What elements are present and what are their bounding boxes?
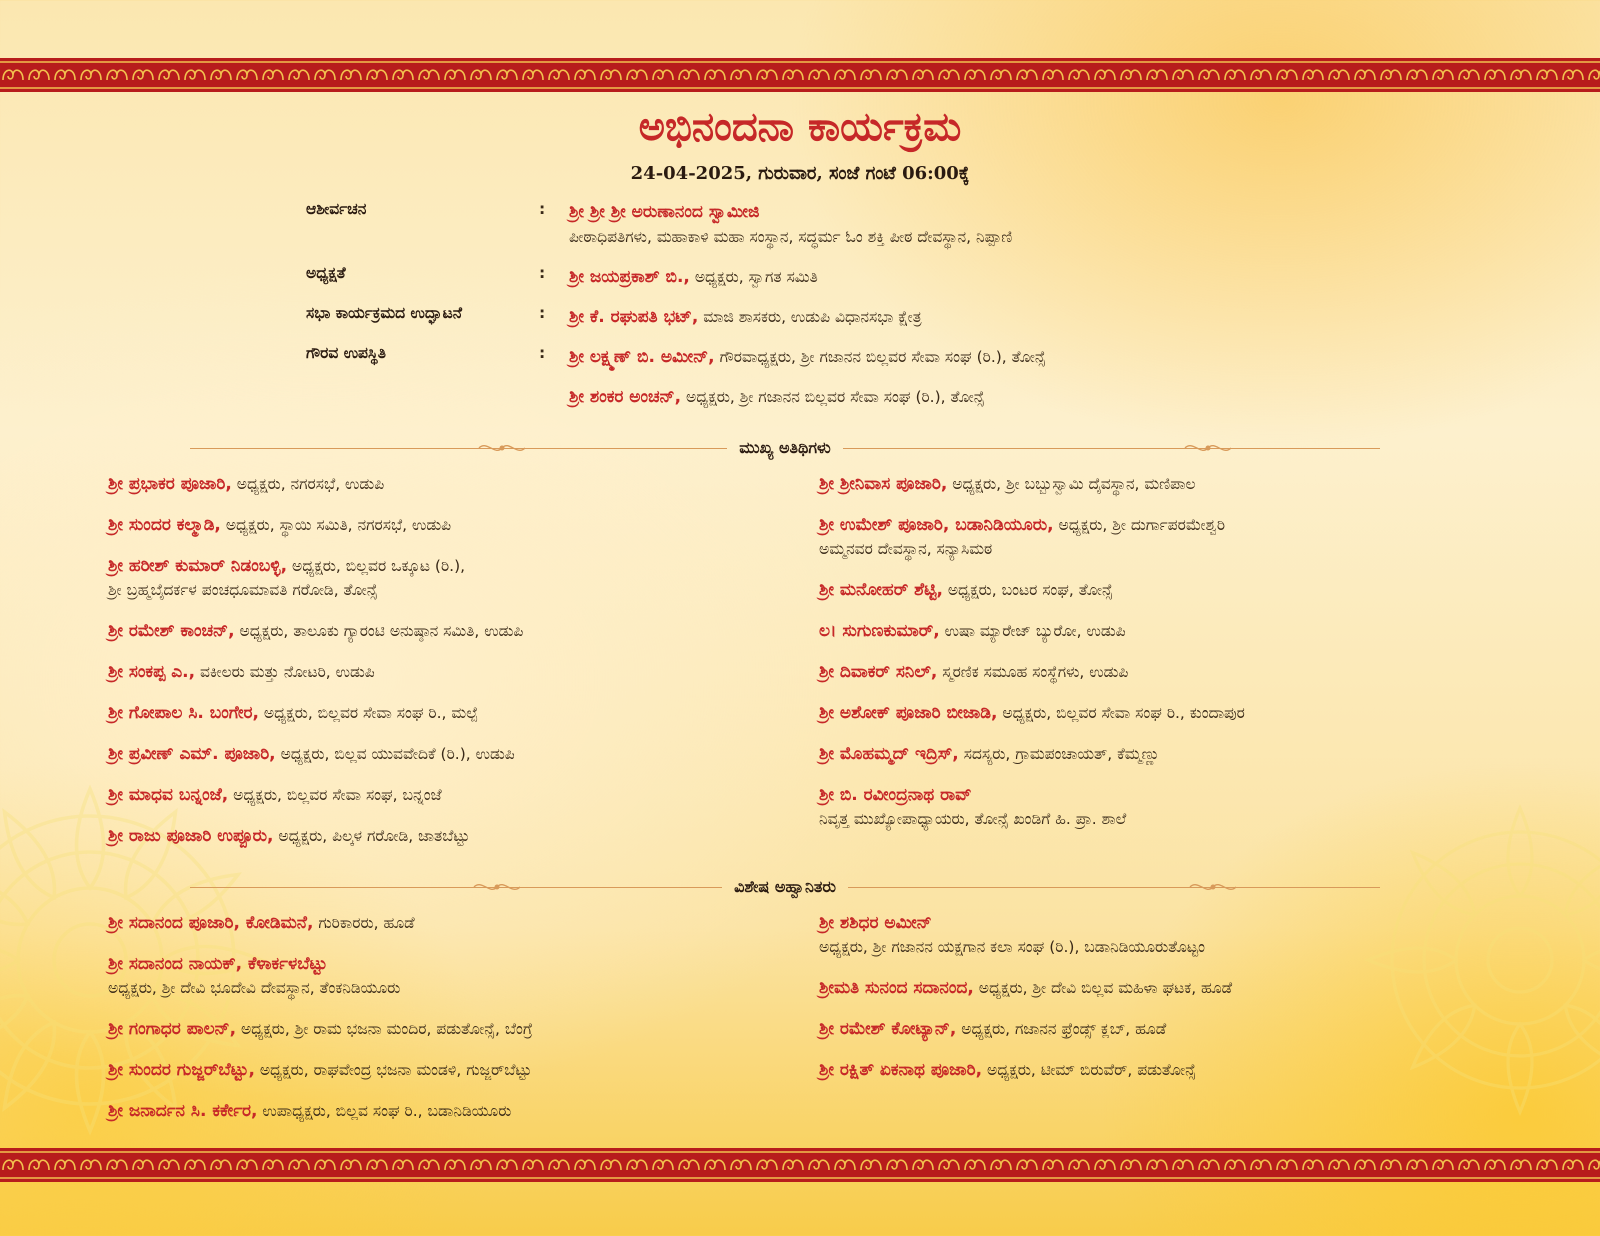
person-name: ಶ್ರೀ ಸುಂದರ ಕಲ್ಮಾಡಿ, bbox=[108, 515, 221, 535]
divider-line bbox=[190, 448, 727, 449]
person-desc: ಮಾಜಿ ಶಾಸಕರು, ಉಡುಪಿ ವಿಧಾನಸಭಾ ಕ್ಷೇತ್ರ bbox=[698, 308, 922, 326]
person-desc-line2: ನಿವೃತ್ತ ಮುಖ್ಯೋಪಾಧ್ಯಾಯರು, ತೋನ್ಸೆ ಖಂಡಿಗೆ ಹಿ. ಪ್ರಾ. ಶಾಲೆ bbox=[819, 810, 1127, 828]
person-name: ಶ್ರೀ ಸಂಕಪ್ಪ ಎ., bbox=[108, 662, 196, 682]
section-title: ಮುಖ್ಯ ಅತಿಥಿಗಳು bbox=[739, 438, 831, 457]
scroll-ornament-icon bbox=[1183, 440, 1233, 456]
person-desc: ಉಷಾ ಮ್ಯಾರೇಜ್ ಬ್ಯುರೋ, ಉಡುಪಿ bbox=[939, 622, 1126, 640]
person-name: ಶ್ರೀ ಸದಾನಂದ ಪೂಜಾರಿ, ಕೋಡಿಮನೆ, bbox=[108, 913, 314, 933]
event-date: 24-04-2025, ಗುರುವಾರ, ಸಂಜೆ ಗಂಟೆ 06:00ಕ್ಕೆ bbox=[630, 163, 970, 184]
person-desc: ಅಧ್ಯಕ್ಷರು, ಸ್ಥಾಯಿ ಸಮಿತಿ, ನಗರಸಭೆ, ಉಡುಪಿ bbox=[220, 516, 452, 534]
person-name: ಶ್ರೀ ಶ್ರೀನಿವಾಸ ಪೂಜಾರಿ, bbox=[819, 474, 948, 494]
person-desc-line2: ಅಧ್ಯಕ್ಷರು, ಶ್ರೀ ಗಜಾನನ ಯಕ್ಷಗಾನ ಕಲಾ ಸಂಘ (ರಿ.), ಬಡಾನಿಡಿಯೂರುತೊಟ್ಟಂ bbox=[819, 938, 1205, 956]
guest-entry bbox=[819, 660, 1539, 684]
guest-entry bbox=[819, 783, 1539, 831]
person-name: ಶ್ರೀ ಮನೋಹರ್ ಶೆಟ್ಟಿ, bbox=[819, 580, 943, 600]
program-list bbox=[306, 200, 1306, 424]
special-invitees-heading bbox=[190, 877, 1380, 897]
guest-entry bbox=[108, 619, 828, 643]
bottom-border-ornament bbox=[0, 1148, 1600, 1182]
program-row bbox=[306, 384, 1306, 410]
person-desc: ಅಧ್ಯಕ್ಷರು, ಶ್ರೀ ಬಬ್ಬುಸ್ವಾಮಿ ದೈವಸ್ಥಾನ, ಮಣಿಪಾಲ bbox=[947, 475, 1196, 493]
person-name: ಶ್ರೀಮತಿ ಸುನಂದ ಸದಾನಂದ, bbox=[819, 978, 974, 998]
person-desc: ಉಪಾಧ್ಯಕ್ಷರು, ಬಿಲ್ಲವ ಸಂಘ ರಿ., ಬಡಾನಿಡಿಯೂರು bbox=[257, 1102, 512, 1120]
invitee-entry bbox=[108, 1058, 828, 1082]
divider-line bbox=[843, 448, 1380, 449]
program-value bbox=[569, 304, 1306, 330]
person-desc: ಅಧ್ಯಕ್ಷರು, ಗಜಾನನ ಫ್ರೆಂಡ್ಸ್ ಕ್ಲಬ್, ಹೂಡೆ bbox=[956, 1020, 1167, 1038]
person-name: ಶ್ರೀ ಶ್ರೀ ಶ್ರೀ ಅರುಣಾನಂದ ಸ್ವಾಮೀಜಿ bbox=[569, 202, 760, 222]
section-title: ವಿಶೇಷ ಅಹ್ವಾನಿತರು bbox=[734, 877, 836, 896]
guest-entry bbox=[108, 701, 828, 725]
scroll-ornament-icon bbox=[1188, 879, 1238, 895]
invitee-entry bbox=[819, 1058, 1539, 1082]
person-name: ಶ್ರೀ ಮಾಧವ ಬನ್ನಂಜೆ, bbox=[108, 785, 229, 805]
person-name: ಶ್ರೀ ದಿವಾಕರ್ ಸನಿಲ್, bbox=[819, 662, 938, 682]
scroll-ornament-icon bbox=[472, 879, 522, 895]
invitee-entry bbox=[819, 911, 1539, 959]
person-name: ಶ್ರೀ ಅಶೋಕ್ ಪೂಜಾರಿ ಬೀಜಾಡಿ, bbox=[819, 703, 998, 723]
person-name: ಶ್ರೀ ರಮೇಶ್ ಕಾಂಚನ್, bbox=[108, 621, 235, 641]
person-desc-line2: ಪೀಠಾಧಿಪತಿಗಳು, ಮಹಾಕಾಳಿ ಮಹಾ ಸಂಸ್ಥಾನ, ಸದ್ಧರ್ಮ ಓಂ ಶಕ್ತಿ ಪೀಠ ದೇವಸ್ಥಾನ, ನಿಪ್ಪಾಣಿ bbox=[569, 228, 1013, 246]
person-desc: ಅಧ್ಯಕ್ಷರು, ಶ್ರೀ ಗಜಾನನ ಬಿಲ್ಲವರ ಸೇವಾ ಸಂಘ (ರಿ.), ತೋನ್ಸೆ bbox=[681, 388, 985, 406]
program-value bbox=[569, 264, 1306, 290]
person-name: ಶ್ರೀ ಗೋಪಾಲ ಸಿ. ಬಂಗೇರ, bbox=[108, 703, 259, 723]
program-value bbox=[569, 344, 1306, 370]
person-desc: ವಕೀಲರು ಮತ್ತು ನೋಟರಿ, ಉಡುಪಿ bbox=[195, 663, 375, 681]
colon-separator: : bbox=[539, 344, 546, 362]
person-name: ಶ್ರೀ ಲಕ್ಷ್ಮಣ್ ಬಿ. ಅಮೀನ್, bbox=[569, 347, 715, 367]
person-desc: ಸದಸ್ಯರು, ಗ್ರಾಮಪಂಚಾಯತ್, ಕೆಮ್ಮಣ್ಣು bbox=[958, 745, 1160, 763]
guest-entry bbox=[108, 783, 828, 807]
guest-entry bbox=[108, 472, 828, 496]
person-name: ಶ್ರೀ ಸದಾನಂದ ನಾಯಕ್, ಕೆಳಾರ್ಕಳಬೆಟ್ಟು bbox=[108, 954, 328, 974]
colon-separator: : bbox=[539, 304, 546, 322]
person-desc: ಅಧ್ಯಕ್ಷರು, ಬಿಲ್ಲವರ ಸೇವಾ ಸಂಘ ರಿ., ಕುಂದಾಪುರ bbox=[997, 704, 1245, 722]
person-desc-line2: ಶ್ರೀ ಬ್ರಹ್ಮಬೈದರ್ಕಳ ಪಂಚಧೂಮಾವತಿ ಗರೋಡಿ, ತೋನ್ಸೆ bbox=[108, 581, 378, 599]
person-desc: ಅಧ್ಯಕ್ಷರು, ಬಿಲ್ಲವ ಯುವವೇದಿಕೆ (ರಿ.), ಉಡುಪಿ bbox=[275, 745, 515, 763]
person-desc: ಅಧ್ಯಕ್ಷರು, ಶ್ರೀ ದುರ್ಗಾಪರಮೇಶ್ವರಿ bbox=[1053, 516, 1226, 534]
top-border-band bbox=[0, 58, 1600, 92]
person-desc: ಸ್ಮರಣಿಕ ಸಮೂಹ ಸಂಸ್ಥೆಗಳು, ಉಡುಪಿ bbox=[937, 663, 1129, 681]
person-name: ಶ್ರೀ ಬಿ. ರವೀಂದ್ರನಾಥ ರಾವ್ bbox=[819, 785, 972, 805]
guest-entry bbox=[108, 513, 828, 537]
divider-line bbox=[190, 887, 722, 888]
person-name: ಶ್ರೀ ಉಮೇಶ್ ಪೂಜಾರಿ, ಬಡಾನಿಡಿಯೂರು, bbox=[819, 515, 1054, 535]
bottom-border-band bbox=[0, 1148, 1600, 1182]
scroll-ornament-icon bbox=[477, 440, 527, 456]
person-desc: ಅಧ್ಯಕ್ಷರು, ಬಿಲ್ಲವರ ಒಕ್ಕೂಟ (ರಿ.), bbox=[287, 557, 466, 575]
special-invitees-right-column bbox=[819, 911, 1539, 1099]
person-name: ಶ್ರೀ ಶಂಕರ ಅಂಚನ್, bbox=[569, 387, 682, 407]
person-desc: ಅಧ್ಯಕ್ಷರು, ಪಿಲ್ಕಳ ಗರೋಡಿ, ಜಾತಬೆಟ್ಟು bbox=[273, 827, 470, 845]
guest-entry bbox=[819, 619, 1539, 643]
person-name: ಶ್ರೀ ಶಶಿಧರ ಅಮೀನ್ bbox=[819, 913, 932, 933]
invitee-entry bbox=[108, 1017, 828, 1041]
person-desc-line2: ಅಧ್ಯಕ್ಷರು, ಶ್ರೀ ದೇವಿ ಭೂದೇವಿ ದೇವಸ್ಥಾನ, ತೆಂಕನಿಡಿಯೂರು bbox=[108, 979, 401, 997]
invitee-entry bbox=[819, 1017, 1539, 1041]
person-name: ಶ್ರೀ ಜನಾರ್ದನ ಸಿ. ಕರ್ಕೇರ, bbox=[108, 1101, 258, 1121]
program-label: ಅಧ್ಯಕ್ಷತೆ bbox=[306, 264, 346, 282]
guest-entry bbox=[108, 554, 828, 602]
guest-entry bbox=[819, 701, 1539, 725]
chief-guests-heading bbox=[190, 438, 1380, 458]
chief-guests-left-column bbox=[108, 472, 828, 865]
person-name: ಶ್ರೀ ರಮೇಶ್ ಕೋಟ್ಯಾನ್, bbox=[819, 1019, 957, 1039]
colon-separator: : bbox=[539, 200, 546, 218]
person-name: ಶ್ರೀ ಗಂಗಾಧರ ಪಾಲನ್, bbox=[108, 1019, 237, 1039]
person-desc: ಅಧ್ಯಕ್ಷರು, ಶ್ರೀ ರಾಮ ಭಜನಾ ಮಂದಿರ, ಪಡುತೋನ್ಸೆ, ಬೆಂಗ್ರೆ bbox=[236, 1020, 533, 1038]
program-row bbox=[306, 344, 1306, 370]
person-desc: ಅಧ್ಯಕ್ಷರು, ಶ್ರೀ ದೇವಿ ಬಿಲ್ಲವ ಮಹಿಳಾ ಘಟಕ, ಹೂಡೆ bbox=[973, 979, 1233, 997]
invitee-entry bbox=[108, 1099, 828, 1123]
guest-entry bbox=[819, 472, 1539, 496]
invitee-entry bbox=[108, 952, 828, 1000]
program-label: ಆಶೀರ್ವಚನ bbox=[306, 200, 367, 218]
program-row bbox=[306, 304, 1306, 330]
guest-entry bbox=[108, 660, 828, 684]
person-name: ಶ್ರೀ ಕೆ. ರಘುಪತಿ ಭಟ್, bbox=[569, 307, 699, 327]
person-name: ಶ್ರೀ ಹರೀಶ್ ಕುಮಾರ್ ನಿಡಂಬಳ್ಳಿ, bbox=[108, 556, 288, 576]
person-desc: ಅಧ್ಯಕ್ಷರು, ನಗರಸಭೆ, ಉಡುಪಿ bbox=[231, 475, 385, 493]
person-desc: ಅಧ್ಯಕ್ಷರು, ಬಂಟರ ಸಂಘ, ತೋನ್ಸೆ bbox=[942, 581, 1113, 599]
person-name: ಶ್ರೀ ಸುಂದರ ಗುಜ್ಜರ್‌ಬೆಟ್ಟು, bbox=[108, 1060, 255, 1080]
guest-entry bbox=[819, 578, 1539, 602]
guest-entry bbox=[819, 742, 1539, 766]
person-name: ಶ್ರೀ ಜಯಪ್ರಕಾಶ್ ಬಿ., bbox=[569, 267, 690, 287]
invitee-entry bbox=[819, 976, 1539, 1000]
guest-entry bbox=[108, 824, 828, 848]
person-name: ಶ್ರೀ ಪ್ರವೀಣ್ ಎಮ್. ಪೂಜಾರಿ, bbox=[108, 744, 276, 764]
guest-entry bbox=[819, 513, 1539, 561]
person-name: ಶ್ರೀ ಪ್ರಭಾಕರ ಪೂಜಾರಿ, bbox=[108, 474, 232, 494]
person-desc: ಅಧ್ಯಕ್ಷರು, ಸ್ವಾಗತ ಸಮಿತಿ bbox=[689, 268, 818, 286]
program-value bbox=[569, 384, 1306, 410]
top-border-ornament bbox=[0, 58, 1600, 92]
person-desc: ಗುರಿಕಾರರು, ಹೂಡೆ bbox=[313, 914, 415, 932]
program-label: ಸಭಾ ಕಾರ್ಯಕ್ರಮದ ಉದ್ಘಾಟನೆ bbox=[306, 304, 463, 322]
program-label: ಗೌರವ ಉಪಸ್ಥಿತಿ bbox=[306, 344, 386, 362]
invitee-entry bbox=[108, 911, 828, 935]
person-name: ಶ್ರೀ ರಕ್ಷಿತ್ ಏಕನಾಥ ಪೂಜಾರಿ, bbox=[819, 1060, 983, 1080]
person-desc: ಅಧ್ಯಕ್ಷರು, ಬಿಲ್ಲವರ ಸೇವಾ ಸಂಘ, ಬನ್ನಂಜೆ bbox=[228, 786, 442, 804]
person-desc: ಅಧ್ಯಕ್ಷರು, ತಾಲೂಕು ಗ್ಯಾರಂಟಿ ಅನುಷ್ಠಾನ ಸಮಿತಿ, ಉಡುಪಿ bbox=[234, 622, 524, 640]
person-name: ಶ್ರೀ ರಾಜು ಪೂಜಾರಿ ಉಪ್ಪೂರು, bbox=[108, 826, 274, 846]
program-value bbox=[569, 200, 1306, 250]
divider-line bbox=[848, 887, 1380, 888]
guest-entry bbox=[108, 742, 828, 766]
person-name: ಶ್ರೀ ಮೊಹಮ್ಮದ್ ಇದ್ರಿಸ್, bbox=[819, 744, 959, 764]
person-desc: ಅಧ್ಯಕ್ಷರು, ಬಿಲ್ಲವರ ಸೇವಾ ಸಂಘ ರಿ., ಮಲ್ಪೆ bbox=[259, 704, 478, 722]
page-title: ಅಭಿನಂದನಾ ಕಾರ್ಯಕ್ರಮ bbox=[638, 104, 962, 150]
special-invitees-left-column bbox=[108, 911, 828, 1140]
person-desc: ಗೌರವಾಧ್ಯಕ್ಷರು, ಶ್ರೀ ಗಜಾನನ ಬಿಲ್ಲವರ ಸೇವಾ ಸಂಘ (ರಿ.), ತೋನ್ಸೆ bbox=[714, 348, 1046, 366]
person-desc: ಅಧ್ಯಕ್ಷರು, ರಾಘವೇಂದ್ರ ಭಜನಾ ಮಂಡಳಿ, ಗುಜ್ಜರ್‌ಬೆಟ್ಟು bbox=[254, 1061, 532, 1079]
chief-guests-right-column bbox=[819, 472, 1539, 848]
person-desc: ಅಧ್ಯಕ್ಷರು, ಟೀಮ್ ಬಿರುವೆರ್, ಪಡುತೋನ್ಸೆ bbox=[982, 1061, 1196, 1079]
program-row bbox=[306, 200, 1306, 250]
person-desc-line2: ಅಮ್ಮನವರ ದೇವಸ್ಥಾನ, ಸನ್ಯಾಸಿಮಠ bbox=[819, 540, 993, 558]
colon-separator: : bbox=[539, 264, 546, 282]
person-name: ಲ। ಸುಗುಣಕುಮಾರ್, bbox=[819, 621, 940, 641]
program-row bbox=[306, 264, 1306, 290]
